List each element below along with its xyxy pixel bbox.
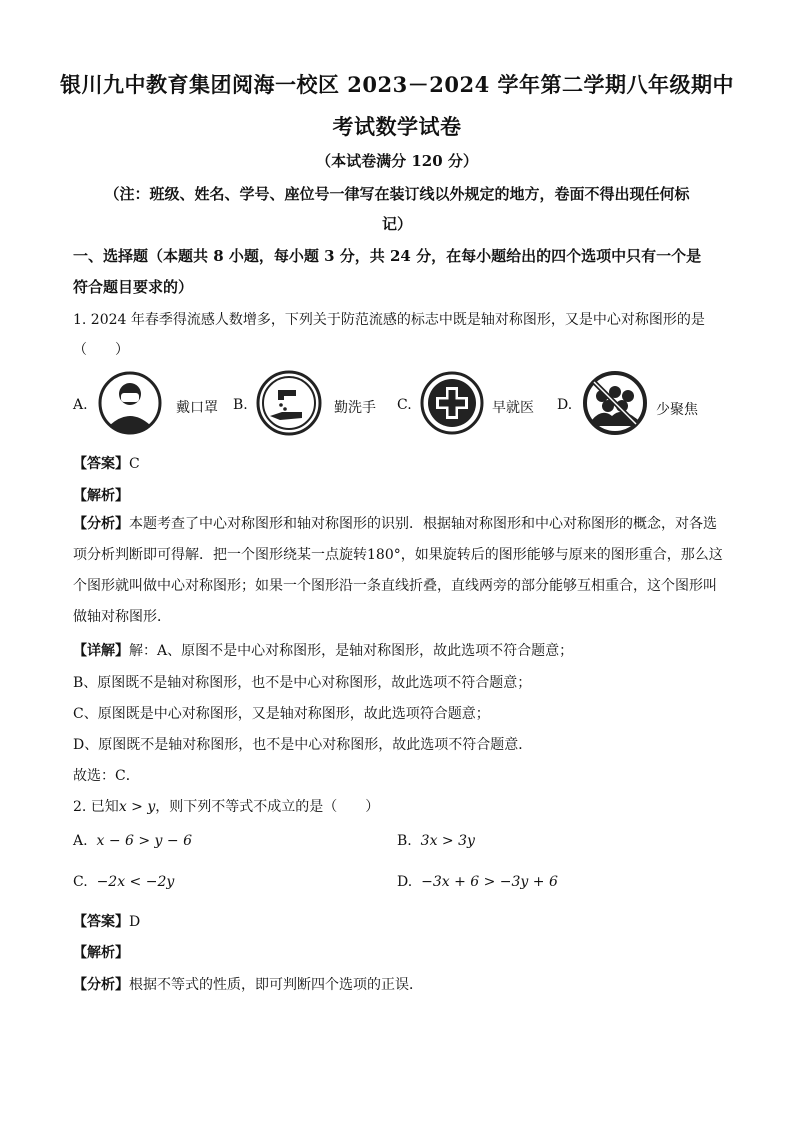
fenxi-tag: 【分析】 [73,516,129,532]
q1-analysis-tag: 【解析】 [73,488,129,504]
q1-option-d-letter: D. [557,397,573,413]
q1-fenxi [73,509,728,633]
binding-note-line1: （注：班级、姓名、学号、座位号一律写在装订线以外规定的地方，卷面不得出现任何标 [104,185,690,203]
q2-option-a-expr: x − 6 > y − 6 [96,833,192,849]
q1-answer [73,453,733,473]
detail-a-text: 解：A、原图不是中心对称图形，是轴对称图形，故此选项不符合题意； [129,643,574,659]
section1-heading-line1: 一、选择题（本题共 8 小题，每小题 3 分，共 24 分，在每小题给出的四个选项中只有一个是 [73,247,702,265]
no-crowd-icon [582,370,648,436]
answer-value: C [129,456,140,472]
q2-option-c [73,874,174,890]
q2-analysis-tag: 【解析】 [73,945,129,961]
medical-cross-icon [420,371,484,435]
q1-option-c-letter: C. [397,397,412,413]
q1-option-a-letter: A. [73,397,88,413]
q1-detail-d: D、原图既不是轴对称图形，也不是中心对称图形，故此选项不符合题意． [73,737,533,753]
answer-value: D [129,914,141,930]
fenxi-text: 本题考查了中心对称图形和轴对称图形的识别．根据轴对称图形和中心对称图形的概念，对各选项分析判断即可得解．把一个图形绕某一点旋转180°，如果旋转后的图形能够与原来的图形重合，那么这个图形就叫做中心对称图形；如果一个图形沿一条直线折叠，直线两旁的部分能够互相重合，这个图形叫做轴对称图形． [73,516,723,625]
q2-stem-pre: 2. 已知 [73,799,119,815]
q2-option-d-expr: −3x + 6 > −3y + 6 [421,874,558,890]
q2-stem-math: x > y [118,799,156,815]
exam-title-line2: 考试数学试卷 [332,114,462,139]
q2-answer [73,911,733,931]
q1-option-c-caption: 早就医 [492,400,534,416]
q2-option-a-letter: A. [73,833,88,849]
q1-option-a-caption: 戴口罩 [176,400,218,416]
q2-option-c-expr: −2x < −2y [96,874,175,890]
full-score-note: （本试卷满分 120 分） [316,152,478,170]
q2-option-d-letter: D. [397,874,413,890]
q1-detail-b: B、原图既不是轴对称图形，也不是中心对称图形，故此选项不符合题意； [73,675,532,691]
q1-option-b-caption: 勤洗手 [334,400,376,416]
fenxi-tag: 【分析】 [73,977,129,993]
binding-note-line2: 记） [381,215,412,233]
q1-detail-c: C、原图既是中心对称图形，又是轴对称图形，故此选项符合题意； [73,706,490,722]
section1-heading-line2: 符合题目要求的） [73,278,194,296]
q1-detail-a [73,640,733,660]
answer-tag: 【答案】 [73,914,129,930]
exam-title-line1: 银川九中教育集团阅海一校区 2023－2024 学年第二学期八年级期中 [59,72,734,97]
q1-choose: 故选：C． [73,768,140,784]
q2-option-b-expr: 3x > 3y [420,833,475,849]
q2-option-b-letter: B. [397,833,412,849]
detail-tag: 【详解】 [73,643,129,659]
mask-person-icon [98,371,162,435]
q2-fenxi [73,974,733,994]
q2-stem [73,796,733,816]
q1-stem-line1: 1. 2024 年春季得流感人数增多，下列关于防范流感的标志中既是轴对称图形，又是中心对称图形的是 [73,312,705,328]
q2-option-b [397,833,475,849]
q2-option-d [397,874,558,890]
q2-option-c-letter: C. [73,874,88,890]
answer-tag: 【答案】 [73,456,129,472]
hand-washing-icon [256,370,322,436]
q1-option-b-letter: B. [233,397,248,413]
q1-stem-line2: （ ） [73,342,129,358]
q1-option-d-caption: 少聚焦 [656,402,698,418]
fenxi-text: 根据不等式的性质，即可判断四个选项的正误． [129,977,423,993]
q2-stem-post: ，则下列不等式不成立的是（ ） [155,799,380,815]
q2-option-a [73,833,192,849]
